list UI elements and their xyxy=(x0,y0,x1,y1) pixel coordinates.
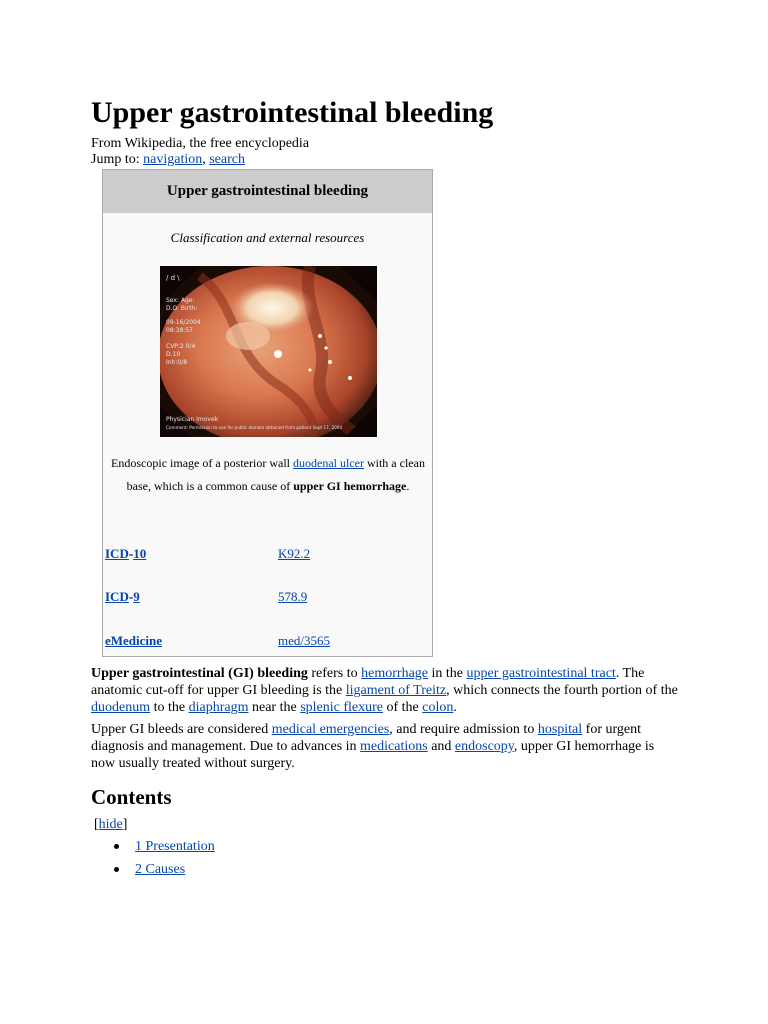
toc-item xyxy=(114,838,215,861)
caption-bold-term: upper GI hemorrhage xyxy=(293,478,407,493)
hospital-link[interactable]: hospital xyxy=(537,722,583,737)
jump-search-link[interactable]: search xyxy=(209,152,245,167)
overlay-line-10: Comment: Permission to use for public domain obtained from patient Sept 17, 2004 xyxy=(166,425,343,430)
icd-version-link[interactable]: 10 xyxy=(133,546,147,561)
hemorrhage-link[interactable]: hemorrhage xyxy=(361,666,429,681)
ligament-of-treitz-link[interactable]: ligament of Treitz xyxy=(345,683,447,698)
overlay-line-5: 08:38:57 xyxy=(166,327,193,334)
endoscopy-link[interactable]: endoscopy xyxy=(454,739,514,754)
caption-text-2: with a clean base, which is a common cause of xyxy=(126,456,425,493)
overlay-line-2: Sex: Age: xyxy=(166,297,195,304)
para-text: , upper GI hemorrhage is now usually treated without surgery. xyxy=(91,739,655,771)
infobox-caption xyxy=(109,452,427,497)
jump-separator: , xyxy=(202,152,210,167)
intro-bold-term: Upper gastrointestinal (GI) bleeding xyxy=(91,666,308,681)
key-separator: - xyxy=(128,546,134,561)
key-separator: - xyxy=(128,589,134,604)
icd-version-link[interactable]: 9 xyxy=(133,589,140,604)
row-key xyxy=(105,631,162,651)
article-title: Upper gastrointestinal bleeding xyxy=(91,96,494,129)
medical-emergencies-link[interactable]: medical emergencies xyxy=(271,722,390,737)
jump-to-line xyxy=(91,152,245,168)
diaphragm-link[interactable]: diaphragm xyxy=(188,700,249,715)
infobox-heading: Upper gastrointestinal bleeding xyxy=(103,170,432,213)
article-tagline: From Wikipedia, the free encyclopedia xyxy=(91,136,310,151)
overlay-line-6: CVP:2 0/4 xyxy=(166,343,196,350)
bullet-icon xyxy=(114,867,119,872)
para-text: near the xyxy=(248,700,301,715)
contents-heading: Contents xyxy=(91,785,172,809)
medications-link[interactable]: medications xyxy=(360,739,428,754)
upper-gi-tract-link[interactable]: upper gastrointestinal tract xyxy=(466,666,616,681)
row-key xyxy=(105,587,140,607)
infobox-row-icd9 xyxy=(105,587,430,607)
intro-paragraph xyxy=(91,665,681,716)
toc-link-presentation[interactable]: 1 Presentation xyxy=(135,839,215,854)
icd-link[interactable]: ICD xyxy=(105,589,129,604)
para-text: , which connects the fourth portion of the xyxy=(446,683,678,698)
icd-link[interactable]: ICD xyxy=(105,546,129,561)
toc-item xyxy=(114,861,215,884)
para-text: . The anatomic cut-off for upper GI bleeding is the xyxy=(91,666,645,698)
infobox xyxy=(102,169,433,657)
para-text: refers to xyxy=(307,666,362,681)
second-paragraph xyxy=(91,721,681,772)
para-text: to the xyxy=(150,700,189,715)
infobox-classification: Classification and external resources xyxy=(170,230,365,245)
bullet-icon xyxy=(114,844,119,849)
endoscopic-image[interactable] xyxy=(160,266,377,437)
bracket-open: [ xyxy=(94,817,99,832)
infobox-row-emedicine xyxy=(105,631,430,651)
overlay-line-7: D.10 xyxy=(166,351,181,358)
icd9-code-link[interactable]: 578.9 xyxy=(278,589,308,604)
caption-text-1: Endoscopic image of a posterior wall xyxy=(111,456,293,470)
bracket-close: ] xyxy=(122,817,128,832)
overlay-line-4: 09-16/2004 xyxy=(166,319,201,326)
para-text: for urgent diagnosis and management. Due to advances in xyxy=(91,722,642,754)
splenic-flexure-link[interactable]: splenic flexure xyxy=(300,700,383,715)
jump-prefix: Jump to: xyxy=(91,152,144,167)
para-text: Upper GI bleeds are considered xyxy=(91,722,272,737)
endoscopic-image-graphic xyxy=(160,266,377,437)
colon-link[interactable]: colon xyxy=(422,700,454,715)
table-of-contents xyxy=(114,838,215,884)
row-key xyxy=(105,544,146,564)
para-text: , and require admission to xyxy=(389,722,538,737)
overlay-line-3: D.O. Birth: xyxy=(166,305,198,312)
overlay-line-1: / d \ xyxy=(166,274,180,282)
infobox-row-icd10 xyxy=(105,544,430,564)
icd10-code-link[interactable]: K92.2 xyxy=(278,546,311,561)
jump-navigation-link[interactable]: navigation xyxy=(143,152,203,167)
emedicine-code-link[interactable]: med/3565 xyxy=(278,633,330,648)
emedicine-link[interactable]: eMedicine xyxy=(105,633,163,648)
duodenum-link[interactable]: duodenum xyxy=(91,700,151,715)
para-text: in the xyxy=(428,666,467,681)
para-text: of the xyxy=(382,700,423,715)
para-text: . xyxy=(453,700,457,715)
contents-toggle xyxy=(94,816,127,833)
overlay-line-8: Inh:0/8 xyxy=(166,359,188,366)
caption-text-3: . xyxy=(406,478,410,493)
overlay-line-9: Physician Imovek xyxy=(166,416,219,423)
toc-link-causes[interactable]: 2 Causes xyxy=(135,862,186,877)
hide-toc-link[interactable]: hide xyxy=(98,817,123,832)
para-text: and xyxy=(427,739,455,754)
duodenal-ulcer-link[interactable]: duodenal ulcer xyxy=(293,456,364,470)
